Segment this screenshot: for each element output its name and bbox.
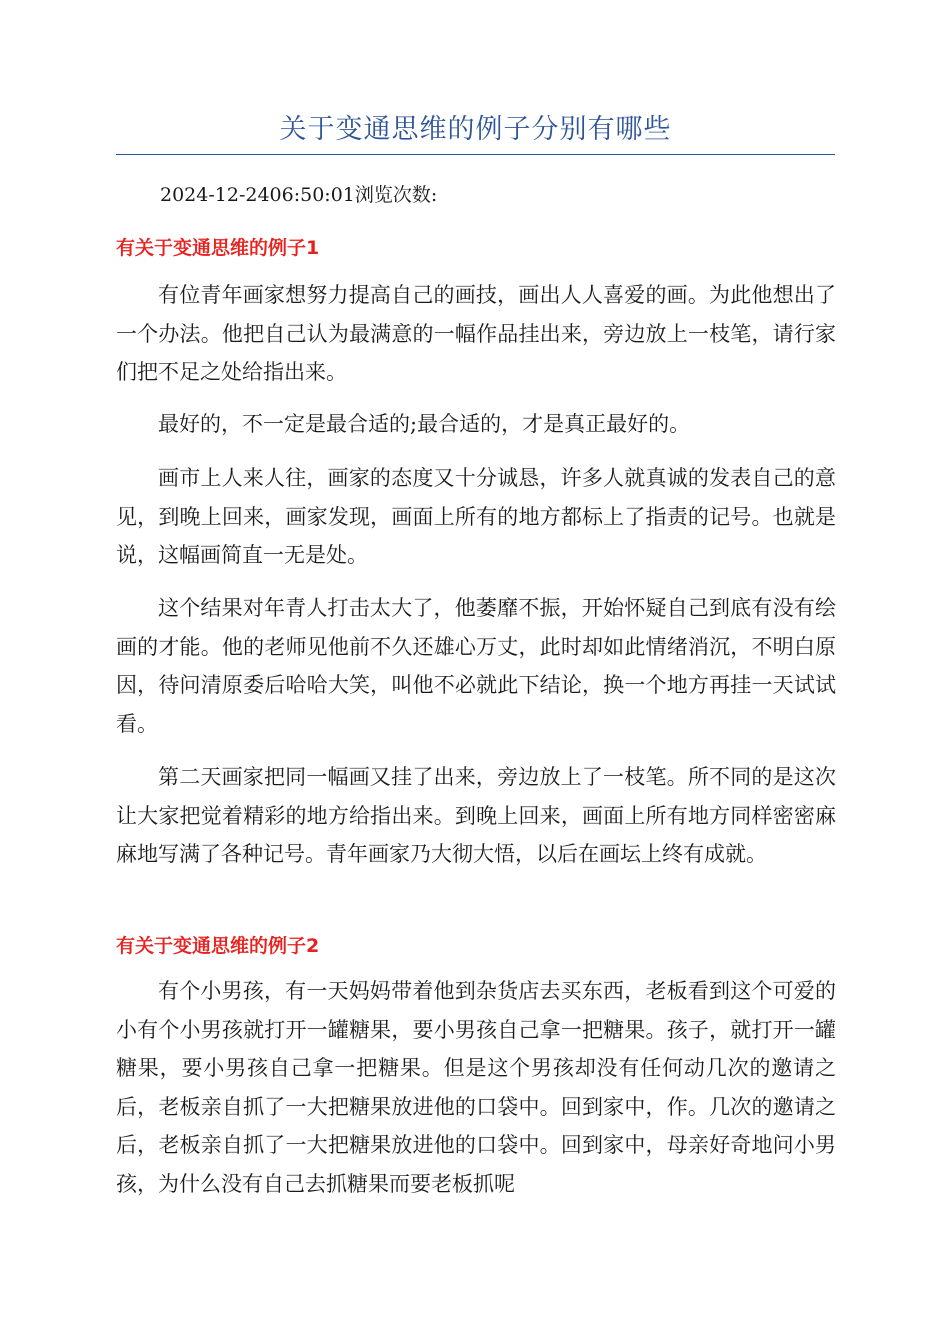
paragraph: 画市上人来人往，画家的态度又十分诚恳，许多人就真诚的发表自己的意见，到晚上回来，画家发现，画面上所有的地方都标上了指责的记号。也就是说，这幅画简直一无是处。 xyxy=(116,466,836,567)
paragraph: 有位青年画家想努力提高自己的画技，画出人人喜爱的画。为此他想出了一个办法。他把自己认为最满意的一幅作品挂出来，旁边放上一枝笔，请行家们把不足之处给指出来。 xyxy=(116,283,836,384)
paragraph: 最好的，不一定是最合适的;最合适的，才是真正最好的。 xyxy=(158,412,691,436)
title-divider xyxy=(116,154,835,155)
page-title: 关于变通思维的例子分别有哪些 xyxy=(279,114,672,145)
section-heading-1: 有关于变通思维的例子1 xyxy=(116,237,320,259)
paragraph: 第二天画家把同一幅画又挂了出来，旁边放上了一枝笔。所不同的是这次让大家把觉着精彩的地方给指出来。到晚上回来，画面上所有地方同样密密麻麻地写满了各种记号。青年画家乃大彻大悟，以后在画坛上终有成就。 xyxy=(116,765,836,866)
paragraph: 有个小男孩，有一天妈妈带着他到杂货店去买东西，老板看到这个可爱的小有个小男孩就打开一罐糖果，要小男孩自己拿一把糖果。孩子，就打开一罐糖果，要小男孩自己拿一把糖果。但是这个男孩却没有任何动几次的邀请之后，老板亲自抓了一大把糖果放进他的口袋中。回到家中，作。几次的邀请之后，老板亲自抓了一大把糖果放进他的口袋中。回到家中，母亲好奇地问小男孩，为什么没有自己去抓糖果而要老板抓呢 xyxy=(116,979,836,1196)
paragraph: 这个结果对年青人打击太大了，他萎靡不振，开始怀疑自己到底有没有绘画的才能。他的老师见他前不久还雄心万丈，此时却如此情绪消沉，不明白原因，待问清原委后哈哈大笑，叫他不必就此下结论，换一个地方再挂一天试试看。 xyxy=(116,596,836,736)
publish-meta: 2024-12-2406:50:01浏览次数: xyxy=(160,184,438,206)
section-heading-2: 有关于变通思维的例子2 xyxy=(116,935,320,957)
